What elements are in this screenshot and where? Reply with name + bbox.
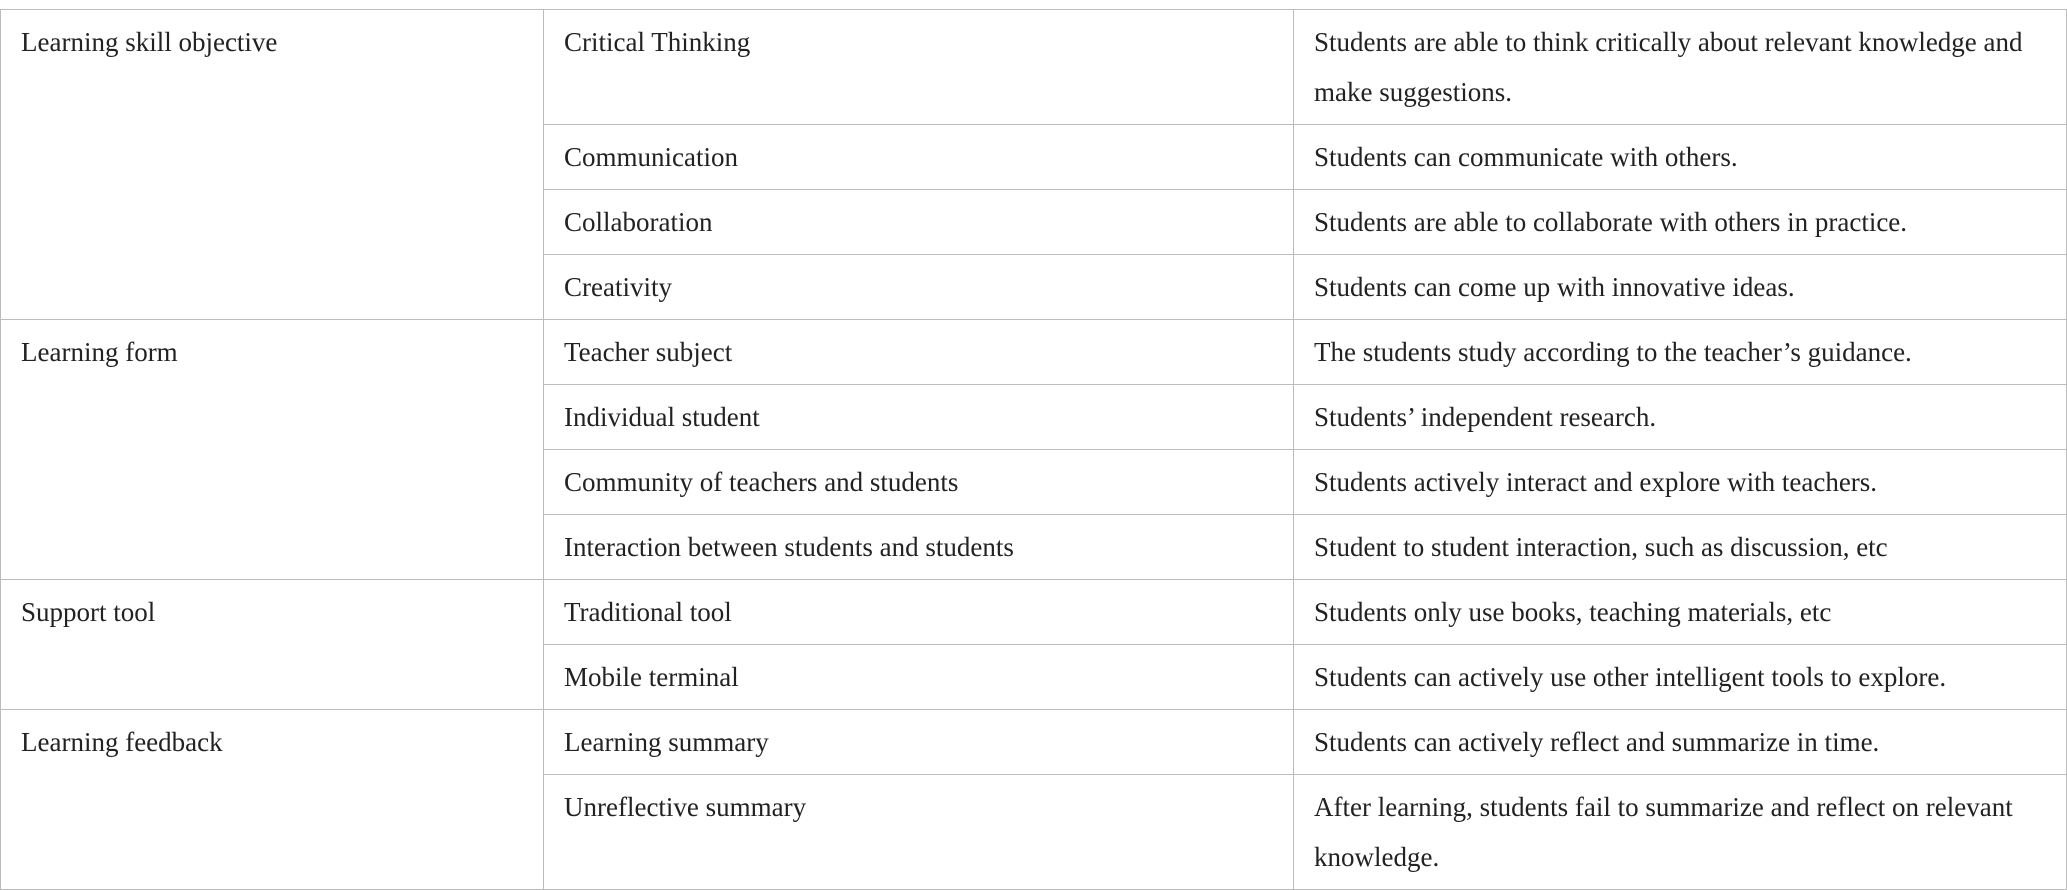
item-cell: Community of teachers and students bbox=[544, 450, 1294, 515]
description-cell: Students’ independent research. bbox=[1294, 385, 2067, 450]
item-cell: Traditional tool bbox=[544, 580, 1294, 645]
description-cell: Students actively interact and explore with teachers. bbox=[1294, 450, 2067, 515]
item-cell: Communication bbox=[544, 125, 1294, 190]
description-cell: Students can come up with innovative ideas. bbox=[1294, 255, 2067, 320]
item-cell: Collaboration bbox=[544, 190, 1294, 255]
learning-framework-table bbox=[0, 9, 2067, 890]
item-cell: Critical Thinking bbox=[544, 10, 1294, 125]
item-cell: Interaction between students and students bbox=[544, 515, 1294, 580]
item-cell: Individual student bbox=[544, 385, 1294, 450]
category-cell: Learning form bbox=[1, 320, 544, 580]
description-cell: The students study according to the teacher’s guidance. bbox=[1294, 320, 2067, 385]
item-cell: Learning summary bbox=[544, 710, 1294, 775]
item-cell: Teacher subject bbox=[544, 320, 1294, 385]
description-cell: Students can actively use other intelligent tools to explore. bbox=[1294, 645, 2067, 710]
table-row bbox=[1, 10, 2067, 125]
description-cell: Students can actively reflect and summarize in time. bbox=[1294, 710, 2067, 775]
description-cell: Students are able to think critically about relevant knowledge and make suggestions. bbox=[1294, 10, 2067, 125]
description-cell: After learning, students fail to summarize and reflect on relevant knowledge. bbox=[1294, 775, 2067, 890]
category-cell: Support tool bbox=[1, 580, 544, 710]
category-cell: Learning skill objective bbox=[1, 10, 544, 320]
table-row bbox=[1, 320, 2067, 385]
description-cell: Students only use books, teaching materials, etc bbox=[1294, 580, 2067, 645]
item-cell: Unreflective summary bbox=[544, 775, 1294, 890]
description-cell: Students are able to collaborate with others in practice. bbox=[1294, 190, 2067, 255]
item-cell: Mobile terminal bbox=[544, 645, 1294, 710]
table-row bbox=[1, 580, 2067, 645]
description-cell: Students can communicate with others. bbox=[1294, 125, 2067, 190]
description-cell: Student to student interaction, such as discussion, etc bbox=[1294, 515, 2067, 580]
item-cell: Creativity bbox=[544, 255, 1294, 320]
category-cell: Learning feedback bbox=[1, 710, 544, 890]
table-row bbox=[1, 710, 2067, 775]
